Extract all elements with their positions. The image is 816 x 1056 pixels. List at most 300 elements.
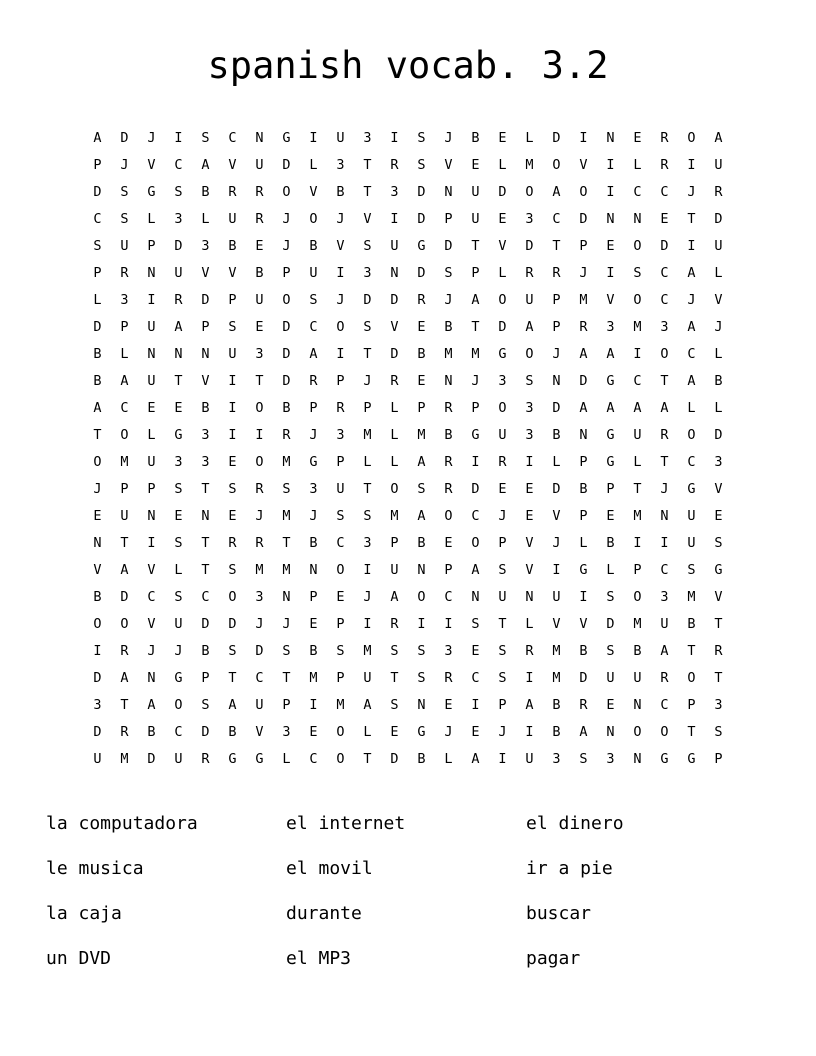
grid-cell: O <box>525 346 534 362</box>
grid-cell: V <box>255 724 264 740</box>
grid-cell: A <box>120 373 129 389</box>
grid-cell: P <box>336 616 345 632</box>
grid-cell: 3 <box>606 319 615 335</box>
grid-cell: E <box>444 697 453 713</box>
grid-cell: R <box>552 265 561 281</box>
grid-cell: O <box>93 616 102 632</box>
grid-cell: J <box>471 373 480 389</box>
grid-cell: R <box>201 751 210 767</box>
grid-cell: C <box>309 751 318 767</box>
grid-cell: D <box>417 265 426 281</box>
grid-cell: B <box>552 724 561 740</box>
grid-cell: V <box>201 265 210 281</box>
grid-cell: L <box>120 346 129 362</box>
grid-cell: J <box>147 643 156 659</box>
word-search-grid <box>84 125 732 773</box>
grid-cell: I <box>147 292 156 308</box>
grid-cell: C <box>444 589 453 605</box>
word-list-item: el dinero <box>526 813 624 834</box>
grid-cell: J <box>552 346 561 362</box>
grid-cell: C <box>633 184 642 200</box>
grid-cell: G <box>606 427 615 443</box>
grid-cell: B <box>579 643 588 659</box>
grid-cell: 3 <box>201 454 210 470</box>
grid-cell: G <box>606 373 615 389</box>
word-list-item: la caja <box>46 903 122 924</box>
grid-cell: 3 <box>525 427 534 443</box>
grid-row <box>84 179 732 206</box>
grid-cell: R <box>444 670 453 686</box>
grid-cell: U <box>552 589 561 605</box>
grid-cell: R <box>228 184 237 200</box>
grid-cell: E <box>633 130 642 146</box>
grid-cell: D <box>282 346 291 362</box>
grid-cell: U <box>714 238 723 254</box>
grid-cell: A <box>714 130 723 146</box>
grid-cell: U <box>525 292 534 308</box>
grid-cell: I <box>525 670 534 686</box>
grid-cell: U <box>147 454 156 470</box>
grid-row <box>84 152 732 179</box>
grid-cell: S <box>201 697 210 713</box>
grid-cell: A <box>147 697 156 713</box>
grid-cell: P <box>579 238 588 254</box>
grid-cell: V <box>309 184 318 200</box>
grid-cell: O <box>309 211 318 227</box>
grid-cell: 3 <box>120 292 129 308</box>
grid-cell: D <box>390 292 399 308</box>
grid-cell: L <box>147 427 156 443</box>
grid-cell: D <box>120 130 129 146</box>
grid-cell: D <box>552 481 561 497</box>
grid-cell: J <box>336 292 345 308</box>
grid-cell: G <box>687 751 696 767</box>
grid-cell: L <box>444 751 453 767</box>
grid-cell: 3 <box>174 211 183 227</box>
grid-cell: J <box>255 508 264 524</box>
grid-cell: C <box>309 319 318 335</box>
grid-cell: L <box>714 265 723 281</box>
word-list-item: ir a pie <box>526 858 613 879</box>
grid-cell: N <box>390 265 399 281</box>
grid-cell: U <box>228 211 237 227</box>
grid-cell: L <box>606 562 615 578</box>
grid-cell: E <box>471 724 480 740</box>
grid-cell: E <box>417 373 426 389</box>
grid-cell: N <box>606 211 615 227</box>
grid-cell: I <box>660 535 669 551</box>
grid-cell: C <box>471 670 480 686</box>
grid-cell: T <box>282 535 291 551</box>
grid-cell: P <box>498 697 507 713</box>
grid-cell: E <box>228 454 237 470</box>
grid-cell: T <box>174 373 183 389</box>
grid-cell: 3 <box>201 427 210 443</box>
grid-cell: I <box>579 589 588 605</box>
grid-cell: T <box>282 670 291 686</box>
grid-cell: I <box>498 751 507 767</box>
grid-cell: 3 <box>606 751 615 767</box>
grid-cell: R <box>444 481 453 497</box>
grid-cell: D <box>255 643 264 659</box>
grid-cell: M <box>309 670 318 686</box>
word-list-item: el movil <box>286 858 373 879</box>
grid-cell: T <box>687 643 696 659</box>
grid-cell: P <box>336 454 345 470</box>
grid-cell: D <box>579 373 588 389</box>
grid-cell: S <box>417 130 426 146</box>
grid-cell: T <box>120 697 129 713</box>
grid-cell: D <box>579 670 588 686</box>
grid-cell: B <box>606 535 615 551</box>
grid-cell: C <box>471 508 480 524</box>
grid-cell: O <box>633 724 642 740</box>
grid-cell: C <box>336 535 345 551</box>
grid-cell: C <box>201 589 210 605</box>
grid-cell: U <box>498 427 507 443</box>
grid-cell: 3 <box>444 643 453 659</box>
grid-cell: G <box>174 427 183 443</box>
grid-cell: B <box>417 751 426 767</box>
grid-cell: T <box>660 454 669 470</box>
grid-cell: M <box>336 697 345 713</box>
grid-cell: E <box>417 319 426 335</box>
grid-cell: T <box>660 373 669 389</box>
grid-row <box>84 476 732 503</box>
grid-cell: D <box>201 724 210 740</box>
grid-row <box>84 206 732 233</box>
grid-cell: M <box>363 427 372 443</box>
grid-cell: M <box>633 319 642 335</box>
grid-cell: D <box>498 319 507 335</box>
grid-cell: J <box>309 427 318 443</box>
grid-cell: A <box>660 643 669 659</box>
grid-cell: L <box>498 265 507 281</box>
grid-cell: P <box>336 373 345 389</box>
grid-cell: B <box>309 238 318 254</box>
grid-cell: N <box>606 130 615 146</box>
grid-cell: D <box>390 346 399 362</box>
grid-cell: I <box>147 535 156 551</box>
grid-cell: D <box>201 616 210 632</box>
grid-cell: V <box>579 157 588 173</box>
grid-cell: L <box>93 292 102 308</box>
grid-cell: M <box>444 346 453 362</box>
grid-cell: C <box>174 724 183 740</box>
grid-cell: C <box>687 346 696 362</box>
grid-cell: I <box>606 184 615 200</box>
grid-cell: E <box>498 130 507 146</box>
grid-cell: L <box>687 400 696 416</box>
grid-cell: A <box>120 562 129 578</box>
grid-cell: S <box>282 643 291 659</box>
grid-cell: J <box>174 643 183 659</box>
grid-cell: S <box>714 535 723 551</box>
grid-cell: V <box>336 238 345 254</box>
grid-cell: B <box>255 265 264 281</box>
grid-cell: B <box>282 400 291 416</box>
grid-cell: I <box>390 211 399 227</box>
grid-cell: P <box>93 265 102 281</box>
grid-cell: V <box>147 562 156 578</box>
grid-cell: S <box>525 373 534 389</box>
grid-cell: R <box>660 157 669 173</box>
grid-cell: E <box>606 697 615 713</box>
grid-cell: I <box>471 454 480 470</box>
grid-cell: L <box>282 751 291 767</box>
grid-cell: P <box>282 697 291 713</box>
grid-cell: D <box>120 589 129 605</box>
grid-cell: R <box>255 481 264 497</box>
grid-cell: I <box>687 157 696 173</box>
grid-cell: U <box>714 157 723 173</box>
grid-row <box>84 395 732 422</box>
grid-cell: S <box>174 184 183 200</box>
grid-cell: B <box>444 427 453 443</box>
grid-cell: A <box>471 562 480 578</box>
grid-cell: J <box>498 508 507 524</box>
grid-cell: O <box>471 535 480 551</box>
grid-cell: I <box>228 400 237 416</box>
grid-cell: B <box>93 589 102 605</box>
grid-cell: C <box>174 157 183 173</box>
grid-cell: G <box>687 481 696 497</box>
word-list-item: un DVD <box>46 948 112 969</box>
grid-cell: N <box>255 130 264 146</box>
grid-cell: U <box>120 238 129 254</box>
grid-cell: I <box>363 562 372 578</box>
grid-cell: P <box>471 265 480 281</box>
grid-cell: A <box>93 400 102 416</box>
grid-cell: D <box>228 616 237 632</box>
grid-cell: 3 <box>255 589 264 605</box>
grid-cell: J <box>444 292 453 308</box>
grid-cell: P <box>309 589 318 605</box>
grid-cell: O <box>660 346 669 362</box>
grid-cell: N <box>471 589 480 605</box>
grid-cell: S <box>606 643 615 659</box>
grid-cell: N <box>525 589 534 605</box>
grid-cell: I <box>228 373 237 389</box>
grid-cell: A <box>120 670 129 686</box>
grid-cell: M <box>471 346 480 362</box>
grid-cell: M <box>633 616 642 632</box>
grid-cell: T <box>363 157 372 173</box>
grid-cell: V <box>444 157 453 173</box>
grid-cell: L <box>174 562 183 578</box>
grid-cell: U <box>525 751 534 767</box>
grid-cell: T <box>498 616 507 632</box>
grid-row <box>84 449 732 476</box>
grid-cell: E <box>606 508 615 524</box>
grid-cell: P <box>120 319 129 335</box>
grid-cell: R <box>579 697 588 713</box>
grid-cell: P <box>579 508 588 524</box>
grid-cell: V <box>363 211 372 227</box>
grid-cell: O <box>552 157 561 173</box>
grid-cell: M <box>390 508 399 524</box>
grid-cell: J <box>714 319 723 335</box>
grid-cell: I <box>687 238 696 254</box>
grid-row <box>84 638 732 665</box>
grid-cell: R <box>390 157 399 173</box>
grid-cell: 3 <box>714 697 723 713</box>
grid-cell: L <box>633 454 642 470</box>
grid-cell: V <box>714 292 723 308</box>
grid-cell: O <box>336 724 345 740</box>
grid-cell: S <box>444 265 453 281</box>
grid-cell: M <box>417 427 426 443</box>
grid-cell: S <box>228 643 237 659</box>
grid-cell: 3 <box>363 535 372 551</box>
grid-cell: V <box>714 589 723 605</box>
grid-cell: P <box>120 481 129 497</box>
grid-cell: N <box>660 508 669 524</box>
grid-cell: N <box>174 346 183 362</box>
grid-cell: V <box>579 616 588 632</box>
grid-cell: E <box>525 481 534 497</box>
grid-cell: V <box>228 157 237 173</box>
grid-cell: R <box>417 292 426 308</box>
grid-cell: O <box>498 292 507 308</box>
grid-cell: A <box>579 346 588 362</box>
grid-cell: S <box>228 562 237 578</box>
grid-cell: T <box>687 724 696 740</box>
grid-cell: R <box>120 643 129 659</box>
grid-cell: B <box>147 724 156 740</box>
grid-cell: V <box>498 238 507 254</box>
grid-cell: R <box>660 670 669 686</box>
grid-cell: M <box>363 643 372 659</box>
grid-cell: S <box>498 643 507 659</box>
grid-cell: A <box>525 319 534 335</box>
grid-cell: R <box>660 130 669 146</box>
grid-cell: A <box>606 400 615 416</box>
grid-cell: P <box>336 670 345 686</box>
grid-cell: O <box>93 454 102 470</box>
grid-cell: S <box>606 589 615 605</box>
grid-cell: 3 <box>660 319 669 335</box>
grid-cell: R <box>390 373 399 389</box>
grid-cell: 3 <box>309 481 318 497</box>
grid-cell: M <box>282 562 291 578</box>
grid-cell: O <box>336 319 345 335</box>
grid-cell: P <box>579 454 588 470</box>
grid-row <box>84 719 732 746</box>
grid-cell: D <box>444 238 453 254</box>
grid-cell: O <box>687 670 696 686</box>
grid-cell: S <box>336 508 345 524</box>
grid-cell: A <box>201 157 210 173</box>
grid-cell: U <box>309 265 318 281</box>
grid-cell: O <box>687 427 696 443</box>
grid-cell: 3 <box>552 751 561 767</box>
grid-cell: E <box>336 589 345 605</box>
grid-cell: S <box>363 319 372 335</box>
grid-cell: G <box>660 751 669 767</box>
grid-cell: R <box>174 292 183 308</box>
grid-cell: D <box>498 184 507 200</box>
grid-cell: R <box>120 724 129 740</box>
grid-cell: L <box>390 454 399 470</box>
grid-cell: S <box>417 481 426 497</box>
grid-cell: S <box>417 670 426 686</box>
grid-cell: G <box>147 184 156 200</box>
grid-cell: O <box>174 697 183 713</box>
grid-cell: U <box>174 616 183 632</box>
grid-cell: M <box>282 508 291 524</box>
grid-cell: J <box>660 481 669 497</box>
grid-cell: U <box>471 211 480 227</box>
grid-cell: L <box>147 211 156 227</box>
grid-row <box>84 233 732 260</box>
grid-cell: I <box>633 535 642 551</box>
grid-cell: U <box>174 265 183 281</box>
grid-cell: 3 <box>714 454 723 470</box>
grid-cell: J <box>444 130 453 146</box>
grid-cell: D <box>282 319 291 335</box>
grid-cell: N <box>282 589 291 605</box>
grid-cell: U <box>336 481 345 497</box>
grid-cell: T <box>201 535 210 551</box>
grid-cell: I <box>336 346 345 362</box>
grid-cell: U <box>390 238 399 254</box>
grid-cell: E <box>309 616 318 632</box>
grid-cell: U <box>660 616 669 632</box>
grid-cell: M <box>525 157 534 173</box>
grid-cell: I <box>228 427 237 443</box>
grid-cell: C <box>660 697 669 713</box>
grid-cell: D <box>282 157 291 173</box>
grid-cell: S <box>201 130 210 146</box>
grid-cell: E <box>390 724 399 740</box>
grid-cell: T <box>120 535 129 551</box>
grid-cell: V <box>147 616 156 632</box>
grid-cell: G <box>282 130 291 146</box>
grid-cell: R <box>309 373 318 389</box>
grid-cell: N <box>444 373 453 389</box>
grid-cell: M <box>552 670 561 686</box>
grid-cell: T <box>93 427 102 443</box>
grid-cell: D <box>93 670 102 686</box>
grid-cell: P <box>309 400 318 416</box>
word-search-grid-body <box>84 125 732 773</box>
grid-cell: A <box>606 346 615 362</box>
grid-row <box>84 341 732 368</box>
grid-cell: J <box>120 157 129 173</box>
grid-cell: U <box>120 508 129 524</box>
grid-cell: N <box>552 373 561 389</box>
grid-cell: D <box>93 319 102 335</box>
grid-cell: N <box>417 697 426 713</box>
grid-cell: J <box>282 211 291 227</box>
grid-cell: C <box>687 454 696 470</box>
grid-cell: R <box>714 184 723 200</box>
grid-cell: C <box>147 589 156 605</box>
grid-cell: N <box>201 346 210 362</box>
grid-cell: U <box>471 184 480 200</box>
grid-cell: S <box>390 643 399 659</box>
grid-cell: I <box>309 130 318 146</box>
grid-row <box>84 746 732 773</box>
grid-cell: V <box>552 508 561 524</box>
grid-cell: E <box>498 481 507 497</box>
grid-cell: D <box>714 211 723 227</box>
grid-cell: C <box>633 373 642 389</box>
grid-cell: N <box>444 184 453 200</box>
grid-cell: O <box>390 481 399 497</box>
grid-cell: 3 <box>525 211 534 227</box>
